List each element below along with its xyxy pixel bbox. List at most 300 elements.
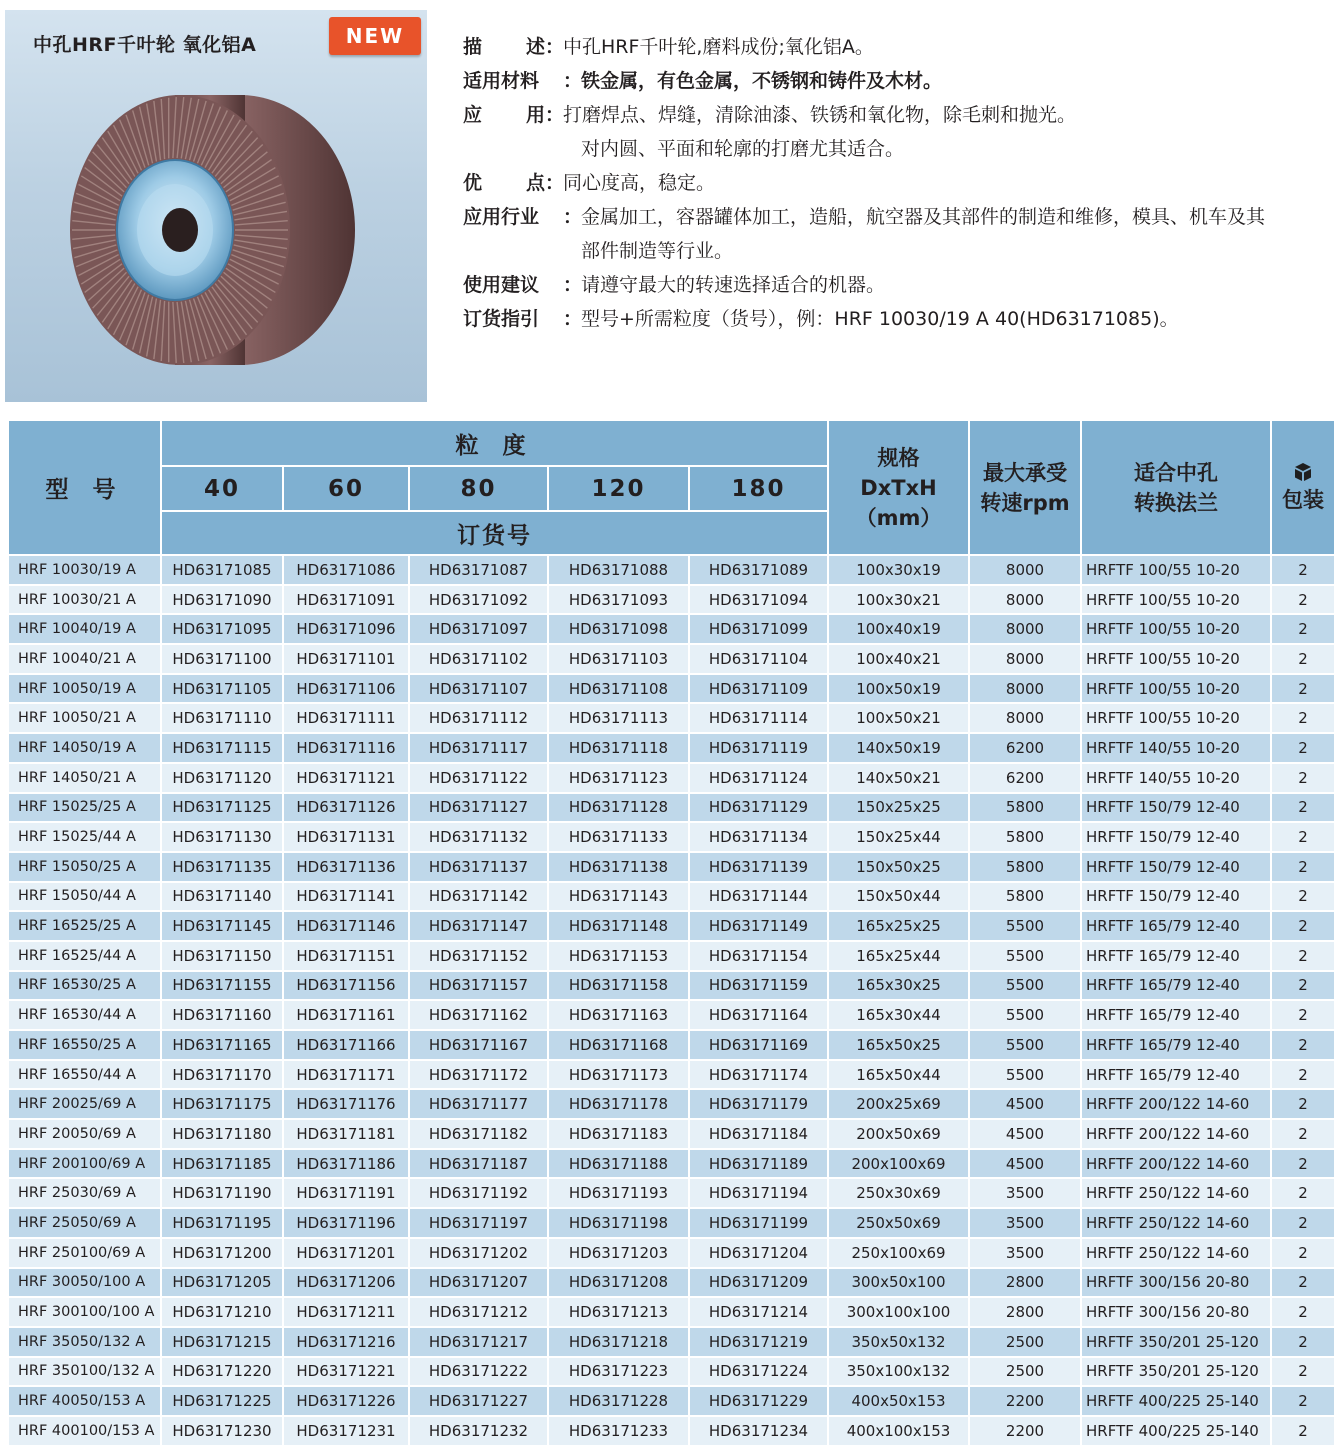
cell-order-60: HD63171101 bbox=[284, 645, 408, 673]
cell-max-rpm: 4500 bbox=[970, 1150, 1080, 1178]
cell-order-180: HD63171099 bbox=[690, 615, 827, 643]
cell-max-rpm: 2500 bbox=[970, 1358, 1080, 1386]
cell-model: HRF 16550/44 A bbox=[9, 1061, 160, 1089]
table-row bbox=[9, 1120, 1334, 1148]
cell-order-80: HD63171207 bbox=[410, 1269, 547, 1297]
cell-order-40: HD63171135 bbox=[162, 853, 282, 881]
cell-order-180: HD63171159 bbox=[690, 972, 827, 1000]
cell-model: HRF 16550/25 A bbox=[9, 1031, 160, 1059]
description-label bbox=[463, 132, 563, 166]
cell-order-60: HD63171151 bbox=[284, 942, 408, 970]
cell-order-80: HD63171097 bbox=[410, 615, 547, 643]
cell-spec: 250x100x69 bbox=[829, 1239, 968, 1267]
cell-spec: 100x40x19 bbox=[829, 615, 968, 643]
cell-order-60: HD63171226 bbox=[284, 1387, 408, 1415]
description-row bbox=[463, 268, 1323, 302]
cell-max-rpm: 5500 bbox=[970, 1061, 1080, 1089]
cell-flange: HRFTF 100/55 10-20 bbox=[1082, 556, 1270, 584]
cell-flange: HRFTF 300/156 20-80 bbox=[1082, 1269, 1270, 1297]
cell-order-80: HD63171152 bbox=[410, 942, 547, 970]
cell-max-rpm: 2800 bbox=[970, 1269, 1080, 1297]
cell-max-rpm: 5500 bbox=[970, 1031, 1080, 1059]
cell-spec: 400x100x153 bbox=[829, 1417, 968, 1445]
cell-order-60: HD63171096 bbox=[284, 615, 408, 643]
header-rpm-line1: 最大承受 bbox=[983, 460, 1068, 485]
description-row bbox=[463, 166, 1323, 200]
cell-order-120: HD63171188 bbox=[549, 1150, 688, 1178]
cell-order-120: HD63171148 bbox=[549, 912, 688, 940]
cell-max-rpm: 2200 bbox=[970, 1417, 1080, 1445]
header-grit-80: 80 bbox=[410, 467, 547, 510]
table-row bbox=[9, 764, 1334, 792]
cell-pack: 2 bbox=[1272, 972, 1334, 1000]
cell-order-60: HD63171206 bbox=[284, 1269, 408, 1297]
header-grit-40: 40 bbox=[162, 467, 282, 510]
cell-order-80: HD63171222 bbox=[410, 1358, 547, 1386]
header-rpm bbox=[970, 421, 1080, 554]
cell-order-60: HD63171196 bbox=[284, 1209, 408, 1237]
cell-model: HRF 16525/44 A bbox=[9, 942, 160, 970]
cell-model: HRF 10050/19 A bbox=[9, 675, 160, 703]
table-row bbox=[9, 823, 1334, 851]
header-pack-label: 包装 bbox=[1282, 487, 1325, 512]
cell-spec: 165x30x44 bbox=[829, 1001, 968, 1029]
cell-flange: HRFTF 200/122 14-60 bbox=[1082, 1090, 1270, 1118]
cell-max-rpm: 2200 bbox=[970, 1387, 1080, 1415]
cell-model: HRF 15050/44 A bbox=[9, 883, 160, 911]
cell-max-rpm: 5500 bbox=[970, 972, 1080, 1000]
cell-order-80: HD63171157 bbox=[410, 972, 547, 1000]
cell-flange: HRFTF 200/122 14-60 bbox=[1082, 1150, 1270, 1178]
cell-order-40: HD63171090 bbox=[162, 586, 282, 614]
cell-spec: 150x50x44 bbox=[829, 883, 968, 911]
cell-spec: 250x30x69 bbox=[829, 1179, 968, 1207]
cell-pack: 2 bbox=[1272, 853, 1334, 881]
cell-order-40: HD63171120 bbox=[162, 764, 282, 792]
cell-spec: 100x40x21 bbox=[829, 645, 968, 673]
cell-model: HRF 14050/19 A bbox=[9, 734, 160, 762]
description-label bbox=[463, 98, 545, 132]
table-row bbox=[9, 734, 1334, 762]
cell-model: HRF 25050/69 A bbox=[9, 1209, 160, 1237]
cell-order-180: HD63171094 bbox=[690, 586, 827, 614]
cell-order-60: HD63171176 bbox=[284, 1090, 408, 1118]
cell-spec: 150x25x25 bbox=[829, 794, 968, 822]
cell-order-60: HD63171211 bbox=[284, 1298, 408, 1326]
cell-spec: 300x50x100 bbox=[829, 1269, 968, 1297]
description-row bbox=[463, 302, 1323, 336]
description-value: 中孔HRF千叶轮,磨料成份;氧化铝A。 bbox=[563, 36, 874, 58]
description-row bbox=[463, 98, 1323, 132]
cell-order-120: HD63171123 bbox=[549, 764, 688, 792]
cell-order-80: HD63171162 bbox=[410, 1001, 547, 1029]
flap-wheel-icon bbox=[65, 80, 365, 380]
table-row bbox=[9, 1239, 1334, 1267]
cell-model: HRF 350100/132 A bbox=[9, 1358, 160, 1386]
cell-model: HRF 40050/153 A bbox=[9, 1387, 160, 1415]
cell-order-120: HD63171198 bbox=[549, 1209, 688, 1237]
cell-model: HRF 300100/100 A bbox=[9, 1298, 160, 1326]
cell-order-180: HD63171179 bbox=[690, 1090, 827, 1118]
description-label bbox=[463, 30, 545, 64]
cell-flange: HRFTF 165/79 12-40 bbox=[1082, 1031, 1270, 1059]
cell-order-80: HD63171107 bbox=[410, 675, 547, 703]
cell-flange: HRFTF 100/55 10-20 bbox=[1082, 645, 1270, 673]
cell-order-40: HD63171145 bbox=[162, 912, 282, 940]
table-row bbox=[9, 675, 1334, 703]
cell-order-80: HD63171112 bbox=[410, 704, 547, 732]
cell-model: HRF 15025/44 A bbox=[9, 823, 160, 851]
cell-order-180: HD63171214 bbox=[690, 1298, 827, 1326]
cell-order-180: HD63171124 bbox=[690, 764, 827, 792]
description-label: 应用行业 bbox=[463, 206, 540, 228]
cell-flange: HRFTF 165/79 12-40 bbox=[1082, 912, 1270, 940]
cell-order-180: HD63171184 bbox=[690, 1120, 827, 1148]
cell-order-60: HD63171141 bbox=[284, 883, 408, 911]
cell-order-120: HD63171133 bbox=[549, 823, 688, 851]
cell-flange: HRFTF 250/122 14-60 bbox=[1082, 1179, 1270, 1207]
cell-flange: HRFTF 400/225 25-140 bbox=[1082, 1387, 1270, 1415]
cell-pack: 2 bbox=[1272, 1358, 1334, 1386]
cell-spec: 150x50x25 bbox=[829, 853, 968, 881]
cell-pack: 2 bbox=[1272, 764, 1334, 792]
cell-order-180: HD63171189 bbox=[690, 1150, 827, 1178]
cell-order-40: HD63171210 bbox=[162, 1298, 282, 1326]
cell-order-120: HD63171218 bbox=[549, 1328, 688, 1356]
cell-pack: 2 bbox=[1272, 734, 1334, 762]
description-row bbox=[463, 234, 1323, 268]
cell-max-rpm: 6200 bbox=[970, 764, 1080, 792]
cell-order-80: HD63171192 bbox=[410, 1179, 547, 1207]
cell-pack: 2 bbox=[1272, 704, 1334, 732]
cell-order-80: HD63171182 bbox=[410, 1120, 547, 1148]
cell-order-180: HD63171104 bbox=[690, 645, 827, 673]
cell-flange: HRFTF 250/122 14-60 bbox=[1082, 1209, 1270, 1237]
cell-order-60: HD63171171 bbox=[284, 1061, 408, 1089]
cell-order-120: HD63171153 bbox=[549, 942, 688, 970]
cell-order-180: HD63171174 bbox=[690, 1061, 827, 1089]
cell-order-40: HD63171205 bbox=[162, 1269, 282, 1297]
cell-order-80: HD63171197 bbox=[410, 1209, 547, 1237]
cell-order-60: HD63171086 bbox=[284, 556, 408, 584]
cell-order-40: HD63171180 bbox=[162, 1120, 282, 1148]
table-row bbox=[9, 1179, 1334, 1207]
cell-order-40: HD63171125 bbox=[162, 794, 282, 822]
cell-model: HRF 16530/25 A bbox=[9, 972, 160, 1000]
cell-order-120: HD63171193 bbox=[549, 1179, 688, 1207]
cell-order-180: HD63171209 bbox=[690, 1269, 827, 1297]
cell-order-80: HD63171122 bbox=[410, 764, 547, 792]
description-label-char: 用 bbox=[525, 104, 545, 126]
cell-pack: 2 bbox=[1272, 1417, 1334, 1445]
cell-order-60: HD63171121 bbox=[284, 764, 408, 792]
cell-order-40: HD63171100 bbox=[162, 645, 282, 673]
cell-max-rpm: 5800 bbox=[970, 883, 1080, 911]
cell-pack: 2 bbox=[1272, 912, 1334, 940]
cell-max-rpm: 3500 bbox=[970, 1179, 1080, 1207]
cell-pack: 2 bbox=[1272, 1061, 1334, 1089]
description-row bbox=[463, 30, 1323, 64]
cell-order-80: HD63171202 bbox=[410, 1239, 547, 1267]
cell-order-60: HD63171191 bbox=[284, 1179, 408, 1207]
header-grit: 粒 度 bbox=[162, 421, 827, 465]
cell-order-40: HD63171175 bbox=[162, 1090, 282, 1118]
header-flange-line2: 转换法兰 bbox=[1134, 490, 1219, 515]
cell-spec: 250x50x69 bbox=[829, 1209, 968, 1237]
table-row bbox=[9, 586, 1334, 614]
cell-order-60: HD63171201 bbox=[284, 1239, 408, 1267]
cell-order-80: HD63171212 bbox=[410, 1298, 547, 1326]
cell-max-rpm: 2500 bbox=[970, 1328, 1080, 1356]
spec-table-body bbox=[9, 556, 1334, 1445]
cell-order-80: HD63171092 bbox=[410, 586, 547, 614]
cell-model: HRF 20050/69 A bbox=[9, 1120, 160, 1148]
cell-order-40: HD63171095 bbox=[162, 615, 282, 643]
description-label bbox=[463, 166, 545, 200]
cell-order-180: HD63171144 bbox=[690, 883, 827, 911]
cell-order-80: HD63171167 bbox=[410, 1031, 547, 1059]
cell-order-40: HD63171215 bbox=[162, 1328, 282, 1356]
cell-order-40: HD63171165 bbox=[162, 1031, 282, 1059]
cell-pack: 2 bbox=[1272, 615, 1334, 643]
cell-order-180: HD63171114 bbox=[690, 704, 827, 732]
cell-order-40: HD63171195 bbox=[162, 1209, 282, 1237]
cell-pack: 2 bbox=[1272, 645, 1334, 673]
cell-order-120: HD63171088 bbox=[549, 556, 688, 584]
cell-spec: 165x50x44 bbox=[829, 1061, 968, 1089]
cell-flange: HRFTF 350/201 25-120 bbox=[1082, 1358, 1270, 1386]
table-row bbox=[9, 1328, 1334, 1356]
cell-order-180: HD63171139 bbox=[690, 853, 827, 881]
cell-order-80: HD63171137 bbox=[410, 853, 547, 881]
cell-order-60: HD63171126 bbox=[284, 794, 408, 822]
spec-table bbox=[7, 419, 1336, 1447]
cell-order-60: HD63171111 bbox=[284, 704, 408, 732]
cell-order-120: HD63171158 bbox=[549, 972, 688, 1000]
cell-max-rpm: 5500 bbox=[970, 912, 1080, 940]
cell-model: HRF 400100/153 A bbox=[9, 1417, 160, 1445]
table-row bbox=[9, 704, 1334, 732]
cell-order-80: HD63171177 bbox=[410, 1090, 547, 1118]
table-row bbox=[9, 1090, 1334, 1118]
description-value: 对内圆、平面和轮廓的打磨尤其适合。 bbox=[581, 138, 905, 160]
cell-model: HRF 25030/69 A bbox=[9, 1179, 160, 1207]
cell-order-40: HD63171160 bbox=[162, 1001, 282, 1029]
cell-order-180: HD63171204 bbox=[690, 1239, 827, 1267]
description-value: 型号+所需粒度（货号），例：HRF 10030/19 A 40(HD63171085)。 bbox=[581, 308, 1179, 330]
table-row bbox=[9, 883, 1334, 911]
cell-max-rpm: 3500 bbox=[970, 1239, 1080, 1267]
description-value: 部件制造等行业。 bbox=[581, 240, 734, 262]
cell-max-rpm: 6200 bbox=[970, 734, 1080, 762]
product-title: 中孔HRF千叶轮 氧化铝A bbox=[33, 34, 257, 56]
cell-order-120: HD63171173 bbox=[549, 1061, 688, 1089]
cell-pack: 2 bbox=[1272, 794, 1334, 822]
description-row bbox=[463, 200, 1323, 234]
cell-spec: 140x50x19 bbox=[829, 734, 968, 762]
cell-order-120: HD63171178 bbox=[549, 1090, 688, 1118]
cell-model: HRF 16525/25 A bbox=[9, 912, 160, 940]
cell-order-40: HD63171085 bbox=[162, 556, 282, 584]
cell-spec: 350x50x132 bbox=[829, 1328, 968, 1356]
cell-order-60: HD63171221 bbox=[284, 1358, 408, 1386]
table-row bbox=[9, 1209, 1334, 1237]
cell-order-180: HD63171229 bbox=[690, 1387, 827, 1415]
cell-flange: HRFTF 140/55 10-20 bbox=[1082, 764, 1270, 792]
cell-flange: HRFTF 165/79 12-40 bbox=[1082, 1001, 1270, 1029]
cell-order-120: HD63171138 bbox=[549, 853, 688, 881]
cell-order-40: HD63171105 bbox=[162, 675, 282, 703]
cell-flange: HRFTF 100/55 10-20 bbox=[1082, 615, 1270, 643]
cell-spec: 100x30x19 bbox=[829, 556, 968, 584]
cell-order-60: HD63171091 bbox=[284, 586, 408, 614]
cell-model: HRF 10030/19 A bbox=[9, 556, 160, 584]
cell-order-180: HD63171199 bbox=[690, 1209, 827, 1237]
cell-order-40: HD63171155 bbox=[162, 972, 282, 1000]
cell-pack: 2 bbox=[1272, 675, 1334, 703]
header-spec-line1: 规格 bbox=[877, 445, 920, 470]
table-row bbox=[9, 556, 1334, 584]
cell-order-80: HD63171147 bbox=[410, 912, 547, 940]
cell-model: HRF 250100/69 A bbox=[9, 1239, 160, 1267]
cell-order-40: HD63171170 bbox=[162, 1061, 282, 1089]
table-row bbox=[9, 912, 1334, 940]
cell-model: HRF 10030/21 A bbox=[9, 586, 160, 614]
cell-spec: 300x100x100 bbox=[829, 1298, 968, 1326]
cell-spec: 165x25x44 bbox=[829, 942, 968, 970]
cell-spec: 165x30x25 bbox=[829, 972, 968, 1000]
cell-flange: HRFTF 150/79 12-40 bbox=[1082, 883, 1270, 911]
description-colon: ： bbox=[545, 36, 565, 58]
table-row bbox=[9, 942, 1334, 970]
description-value: 打磨焊点、焊缝，清除油漆、铁锈和氧化物，除毛刺和抛光。 bbox=[563, 104, 1077, 126]
cell-max-rpm: 8000 bbox=[970, 675, 1080, 703]
cell-flange: HRFTF 150/79 12-40 bbox=[1082, 823, 1270, 851]
cell-order-40: HD63171110 bbox=[162, 704, 282, 732]
cell-order-40: HD63171230 bbox=[162, 1417, 282, 1445]
cell-max-rpm: 4500 bbox=[970, 1090, 1080, 1118]
cell-spec: 100x50x21 bbox=[829, 704, 968, 732]
cell-order-180: HD63171169 bbox=[690, 1031, 827, 1059]
cell-max-rpm: 2800 bbox=[970, 1298, 1080, 1326]
cell-flange: HRFTF 150/79 12-40 bbox=[1082, 853, 1270, 881]
description-colon: ： bbox=[563, 308, 583, 330]
cell-order-180: HD63171109 bbox=[690, 675, 827, 703]
description-colon: ： bbox=[563, 274, 583, 296]
cell-order-60: HD63171146 bbox=[284, 912, 408, 940]
cell-flange: HRFTF 165/79 12-40 bbox=[1082, 1061, 1270, 1089]
cell-order-120: HD63171118 bbox=[549, 734, 688, 762]
cell-max-rpm: 8000 bbox=[970, 645, 1080, 673]
cell-order-80: HD63171172 bbox=[410, 1061, 547, 1089]
cell-order-120: HD63171203 bbox=[549, 1239, 688, 1267]
cell-order-180: HD63171234 bbox=[690, 1417, 827, 1445]
new-badge: NEW bbox=[329, 17, 421, 55]
cell-order-120: HD63171233 bbox=[549, 1417, 688, 1445]
cell-order-180: HD63171154 bbox=[690, 942, 827, 970]
description-row bbox=[463, 132, 1323, 166]
cell-order-40: HD63171150 bbox=[162, 942, 282, 970]
cell-spec: 200x25x69 bbox=[829, 1090, 968, 1118]
cell-order-80: HD63171132 bbox=[410, 823, 547, 851]
header-spec-line2: DxTxH（mm） bbox=[855, 475, 942, 530]
table-row bbox=[9, 1417, 1334, 1445]
cell-model: HRF 30050/100 A bbox=[9, 1269, 160, 1297]
cell-pack: 2 bbox=[1272, 942, 1334, 970]
cell-order-120: HD63171208 bbox=[549, 1269, 688, 1297]
cell-flange: HRFTF 200/122 14-60 bbox=[1082, 1120, 1270, 1148]
cell-order-60: HD63171166 bbox=[284, 1031, 408, 1059]
cell-flange: HRFTF 400/225 25-140 bbox=[1082, 1417, 1270, 1445]
cell-pack: 2 bbox=[1272, 1031, 1334, 1059]
cell-max-rpm: 5800 bbox=[970, 794, 1080, 822]
cell-spec: 140x50x21 bbox=[829, 764, 968, 792]
cell-order-80: HD63171127 bbox=[410, 794, 547, 822]
cell-order-180: HD63171134 bbox=[690, 823, 827, 851]
cell-order-40: HD63171225 bbox=[162, 1387, 282, 1415]
cell-order-120: HD63171213 bbox=[549, 1298, 688, 1326]
cell-order-180: HD63171219 bbox=[690, 1328, 827, 1356]
cell-model: HRF 35050/132 A bbox=[9, 1328, 160, 1356]
cell-flange: HRFTF 150/79 12-40 bbox=[1082, 794, 1270, 822]
description-label-char: 点 bbox=[525, 172, 545, 194]
table-row bbox=[9, 645, 1334, 673]
cell-model: HRF 20025/69 A bbox=[9, 1090, 160, 1118]
cell-flange: HRFTF 140/55 10-20 bbox=[1082, 734, 1270, 762]
cell-order-40: HD63171190 bbox=[162, 1179, 282, 1207]
cell-max-rpm: 5800 bbox=[970, 823, 1080, 851]
description-label-char: 描 bbox=[463, 36, 483, 58]
cell-pack: 2 bbox=[1272, 1328, 1334, 1356]
cell-model: HRF 15050/25 A bbox=[9, 853, 160, 881]
cell-spec: 150x25x44 bbox=[829, 823, 968, 851]
cell-order-80: HD63171232 bbox=[410, 1417, 547, 1445]
cell-order-120: HD63171108 bbox=[549, 675, 688, 703]
box-package-icon bbox=[1292, 461, 1314, 483]
cell-order-60: HD63171136 bbox=[284, 853, 408, 881]
cell-pack: 2 bbox=[1272, 1001, 1334, 1029]
header-spec bbox=[829, 421, 968, 554]
cell-order-120: HD63171098 bbox=[549, 615, 688, 643]
table-row bbox=[9, 615, 1334, 643]
cell-model: HRF 16530/44 A bbox=[9, 1001, 160, 1029]
cell-max-rpm: 5800 bbox=[970, 853, 1080, 881]
cell-order-120: HD63171103 bbox=[549, 645, 688, 673]
description-colon: ： bbox=[563, 206, 583, 228]
description-label-char: 应 bbox=[463, 104, 483, 126]
table-row bbox=[9, 1031, 1334, 1059]
cell-spec: 100x30x21 bbox=[829, 586, 968, 614]
cell-pack: 2 bbox=[1272, 586, 1334, 614]
cell-order-120: HD63171093 bbox=[549, 586, 688, 614]
cell-max-rpm: 8000 bbox=[970, 615, 1080, 643]
cell-model: HRF 10040/21 A bbox=[9, 645, 160, 673]
cell-order-80: HD63171217 bbox=[410, 1328, 547, 1356]
table-row bbox=[9, 1269, 1334, 1297]
table-row bbox=[9, 1358, 1334, 1386]
description-value: 铁金属，有色金属，不锈钢和铸件及木材。 bbox=[581, 70, 943, 92]
cell-order-180: HD63171164 bbox=[690, 1001, 827, 1029]
description-colon: ： bbox=[563, 70, 583, 92]
cell-max-rpm: 4500 bbox=[970, 1120, 1080, 1148]
cell-pack: 2 bbox=[1272, 1090, 1334, 1118]
cell-flange: HRFTF 350/201 25-120 bbox=[1082, 1328, 1270, 1356]
table-row bbox=[9, 1001, 1334, 1029]
cell-order-80: HD63171187 bbox=[410, 1150, 547, 1178]
cell-order-180: HD63171194 bbox=[690, 1179, 827, 1207]
cell-pack: 2 bbox=[1272, 556, 1334, 584]
cell-order-120: HD63171128 bbox=[549, 794, 688, 822]
